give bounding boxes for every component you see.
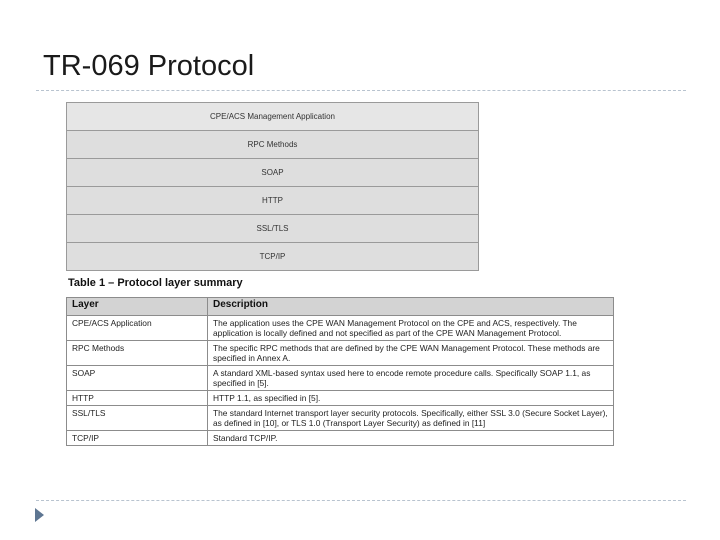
layer-cell: SSL/TLS (67, 406, 208, 431)
stack-layer: SOAP (67, 159, 478, 187)
table-row (67, 406, 614, 431)
stack-layer: SSL/TLS (67, 215, 478, 243)
bottom-divider (36, 500, 686, 501)
description-cell: The standard Internet transport layer security protocols. Specifically, either SSL 3.0 (Secure Socket Layer), as defined in [10], or TLS 1.0 (Transport Layer Security) as defined in [11] (208, 406, 614, 431)
description-cell: A standard XML-based syntax used here to encode remote procedure calls. Specifically SOAP 1.1, as specified in [5]. (208, 366, 614, 391)
column-header-description: Description (208, 298, 614, 316)
stack-layer: CPE/ACS Management Application (67, 103, 478, 131)
description-cell: Standard TCP/IP. (208, 431, 614, 446)
table-row (67, 431, 614, 446)
column-header-layer: Layer (67, 298, 208, 316)
table-caption: Table 1 – Protocol layer summary (68, 277, 243, 289)
table-header-row (67, 298, 614, 316)
description-cell: The specific RPC methods that are defined by the CPE WAN Management Protocol. These methods are specified in Annex A. (208, 341, 614, 366)
protocol-layer-table (66, 297, 614, 446)
table-row (67, 366, 614, 391)
stack-layer: HTTP (67, 187, 478, 215)
layer-cell: RPC Methods (67, 341, 208, 366)
table-row (67, 316, 614, 341)
top-divider (36, 90, 686, 91)
stack-layer: TCP/IP (67, 243, 478, 271)
layer-cell: CPE/ACS Application (67, 316, 208, 341)
description-cell: HTTP 1.1, as specified in [5]. (208, 391, 614, 406)
slide-title: TR-069 Protocol (43, 50, 255, 82)
layer-cell: TCP/IP (67, 431, 208, 446)
stack-layer: RPC Methods (67, 131, 478, 159)
triangle-right-icon[interactable] (35, 508, 44, 522)
table-row (67, 341, 614, 366)
protocol-stack-diagram (66, 102, 479, 271)
layer-cell: HTTP (67, 391, 208, 406)
table-row (67, 391, 614, 406)
description-cell: The application uses the CPE WAN Management Protocol on the CPE and ACS, respectively. The application is locally defined and not specified as part of the CPE WAN Management Protocol. (208, 316, 614, 341)
layer-cell: SOAP (67, 366, 208, 391)
